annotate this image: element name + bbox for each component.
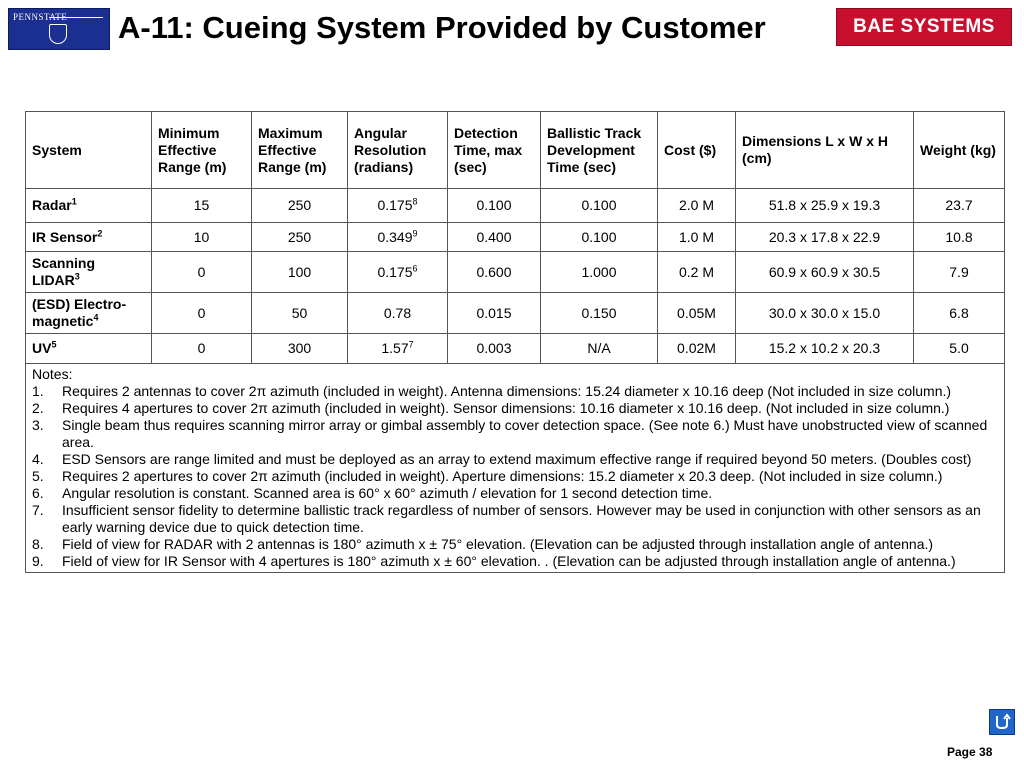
system-name: Radar: [32, 197, 72, 213]
notes-heading: Notes:: [32, 366, 73, 382]
angular-value: 0.175: [377, 197, 413, 213]
column-header: Angular Resolution (radians): [348, 112, 448, 189]
min-range-cell: 0: [152, 252, 252, 293]
ballistic-time-cell: N/A: [541, 334, 658, 364]
ballistic-time-cell: 1.000: [541, 252, 658, 293]
angular-resolution-cell: [348, 293, 448, 334]
angular-resolution-cell: [348, 189, 448, 223]
penn-state-logo-text: PENNSTATE: [13, 12, 68, 22]
system-name-cell: [26, 189, 152, 223]
min-range-cell: 15: [152, 189, 252, 223]
note-number: 6.: [32, 485, 44, 501]
column-header: Detection Time, max (sec): [448, 112, 541, 189]
note-item: [32, 468, 998, 485]
detection-time-cell: 0.015: [448, 293, 541, 334]
note-number: 3.: [32, 417, 44, 433]
detection-time-cell: 0.400: [448, 223, 541, 252]
detection-time-cell: 0.003: [448, 334, 541, 364]
note-text: Field of view for RADAR with 2 antennas is 180° azimuth x ± 75° elevation. (Elevation can be adjusted through installation angle of antenna.): [62, 536, 934, 552]
table-row: [26, 189, 1005, 223]
note-text: Single beam thus requires scanning mirror array or gimbal assembly to cover detection space. (See note 6.) Must have unobstructed view of scanned area.: [62, 417, 988, 450]
weight-cell: 10.8: [914, 223, 1005, 252]
footnote-ref: 8: [412, 196, 418, 207]
cost-cell: 1.0 M: [658, 223, 736, 252]
note-item: [32, 400, 998, 417]
dimensions-cell: 15.2 x 10.2 x 20.3: [736, 334, 914, 364]
footnote-ref: 9: [412, 227, 418, 238]
note-number: 7.: [32, 502, 44, 518]
min-range-cell: 10: [152, 223, 252, 252]
note-item: [32, 502, 998, 536]
note-text: ESD Sensors are range limited and must be deployed as an array to extend maximum effective range if required beyond 50 meters. (Doubles cost): [62, 451, 972, 467]
note-number: 5.: [32, 468, 44, 484]
system-name-cell: [26, 223, 152, 252]
note-text: Requires 4 apertures to cover 2π azimuth (included in weight). Sensor dimensions: 10.16 diameter x 10.16 deep. (Not included in size column.): [62, 400, 950, 416]
column-header: Minimum Effective Range (m): [152, 112, 252, 189]
footnote-ref: 2: [97, 227, 103, 238]
max-range-cell: 300: [252, 334, 348, 364]
angular-resolution-cell: [348, 334, 448, 364]
dimensions-cell: 20.3 x 17.8 x 22.9: [736, 223, 914, 252]
note-item: [32, 417, 998, 451]
ballistic-time-cell: 0.100: [541, 189, 658, 223]
table-row: [26, 223, 1005, 252]
penn-state-logo: [8, 8, 110, 50]
note-text: Requires 2 apertures to cover 2π azimuth (included in weight). Aperture dimensions: 15.2 diameter x 20.3 deep. (Not included in size column.): [62, 468, 943, 484]
angular-value: 0.349: [377, 228, 413, 245]
angular-resolution-cell: [348, 252, 448, 293]
note-number: 2.: [32, 400, 44, 416]
weight-cell: 7.9: [914, 252, 1005, 293]
column-header: System: [26, 112, 152, 189]
min-range-cell: 0: [152, 334, 252, 364]
note-item: [32, 451, 998, 468]
table-header-row: [26, 112, 1005, 189]
notes-cell: [26, 364, 1005, 573]
cost-cell: 2.0 M: [658, 189, 736, 223]
system-name: Scanning LIDAR: [32, 255, 96, 288]
system-name-cell: [26, 293, 152, 334]
footnote-ref: 4: [93, 312, 99, 323]
min-range-cell: 0: [152, 293, 252, 334]
column-header: Dimensions L x W x H (cm): [736, 112, 914, 189]
detection-time-cell: 0.100: [448, 189, 541, 223]
max-range-cell: 250: [252, 223, 348, 252]
table-row: [26, 334, 1005, 364]
dimensions-cell: 30.0 x 30.0 x 15.0: [736, 293, 914, 334]
note-number: 8.: [32, 536, 44, 552]
notes-row: [26, 364, 1005, 573]
angular-resolution-cell: [348, 223, 448, 252]
note-item: [32, 485, 998, 502]
ballistic-time-cell: 0.100: [541, 223, 658, 252]
system-name: UV: [32, 340, 52, 356]
note-number: 4.: [32, 451, 44, 467]
dimensions-cell: 51.8 x 25.9 x 19.3: [736, 189, 914, 223]
angular-value: 1.57: [381, 340, 409, 356]
max-range-cell: 100: [252, 252, 348, 293]
max-range-cell: 50: [252, 293, 348, 334]
table-row: [26, 293, 1005, 334]
bae-systems-logo-text: BAE SYSTEMS: [853, 16, 995, 37]
note-text: Requires 2 antennas to cover 2π azimuth (included in weight). Antenna dimensions: 15.24 diameter x 10.16 deep (Not included in size column.): [62, 383, 952, 399]
angular-value: 0.78: [383, 304, 412, 321]
page-number: Page 38: [947, 745, 993, 759]
shield-icon: [49, 24, 67, 44]
angular-value: 0.175: [377, 263, 413, 280]
note-item: [32, 383, 998, 400]
detection-time-cell: 0.600: [448, 252, 541, 293]
column-header: Ballistic Track Development Time (sec): [541, 112, 658, 189]
return-arrow-glyph: [993, 713, 1011, 731]
column-header: Cost ($): [658, 112, 736, 189]
column-header: Maximum Effective Range (m): [252, 112, 348, 189]
system-name-cell: [26, 334, 152, 364]
system-name: (ESD) Electro-magnetic: [32, 296, 127, 329]
note-text: Angular resolution is constant. Scanned area is 60° x 60° azimuth / elevation for 1 second detection time.: [62, 485, 713, 501]
cost-cell: 0.2 M: [658, 252, 736, 293]
cueing-system-table: [25, 111, 1005, 573]
note-item: [32, 553, 998, 570]
note-number: 9.: [32, 553, 44, 569]
footnote-ref: 7: [408, 339, 414, 350]
note-text: Field of view for IR Sensor with 4 apertures is 180° azimuth x ± 60° elevation. . (Elevation can be adjusted through installation angle of antenna.): [62, 553, 956, 569]
cost-cell: 0.02M: [658, 334, 736, 364]
footnote-ref: 5: [51, 339, 57, 350]
weight-cell: 23.7: [914, 189, 1005, 223]
footnote-ref: 1: [71, 196, 77, 207]
cost-cell: 0.05M: [658, 293, 736, 334]
return-arrow-icon[interactable]: [989, 709, 1015, 735]
ballistic-time-cell: 0.150: [541, 293, 658, 334]
note-number: 1.: [32, 383, 44, 399]
note-item: [32, 536, 998, 553]
column-header: Weight (kg): [914, 112, 1005, 189]
dimensions-cell: 60.9 x 60.9 x 30.5: [736, 252, 914, 293]
table-row: [26, 252, 1005, 293]
penn-state-logo-rule: [49, 17, 103, 18]
notes-list: [32, 383, 998, 570]
bae-systems-logo: [836, 8, 1012, 46]
note-text: Insufficient sensor fidelity to determine ballistic track regardless of number of sensors. However may be used in conjunction with other sensors as an early warning device due to quick detection time.: [62, 502, 981, 535]
footnote-ref: 3: [74, 271, 80, 282]
weight-cell: 6.8: [914, 293, 1005, 334]
weight-cell: 5.0: [914, 334, 1005, 364]
footnote-ref: 6: [412, 262, 418, 273]
page-title: A-11: Cueing System Provided by Customer: [118, 10, 766, 45]
system-name-cell: [26, 252, 152, 293]
max-range-cell: 250: [252, 189, 348, 223]
system-name: IR Sensor: [32, 228, 98, 245]
